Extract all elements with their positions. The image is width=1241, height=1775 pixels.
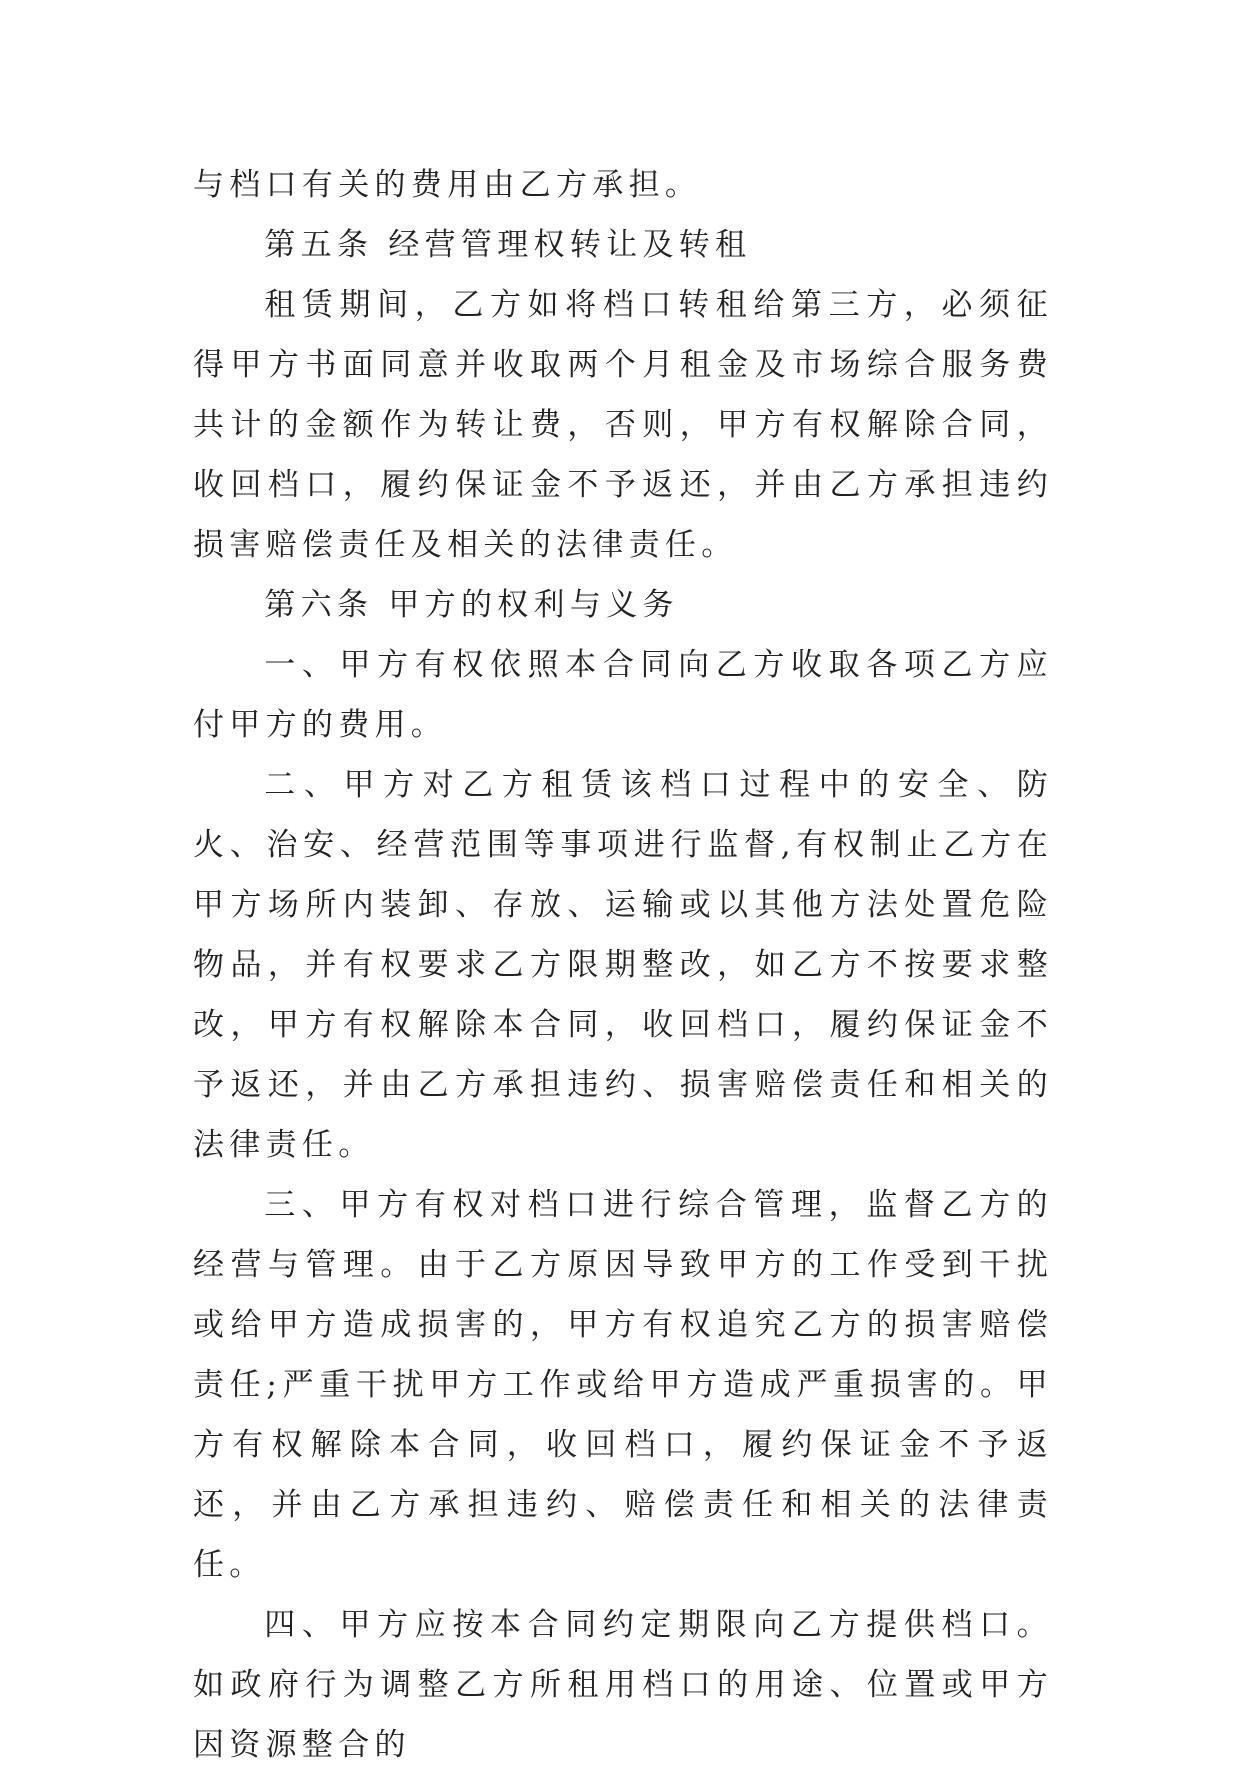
article-5-body: 租赁期间，乙方如将档口转租给第三方，必须征得甲方书面同意并收取两个月租金及市场综合服务费共计的金额作为转让费，否则，甲方有权解除合同，收回档口，履约保证金不予返还，并由乙方承担违约损害赔偿责任及相关的法律责任。 bbox=[193, 287, 1053, 563]
article-6-clause-2: 二、甲方对乙方租赁该档口过程中的安全、防火、治安、经营范围等事项进行监督,有权制止乙方在甲方场所内装卸、存放、运输或以其他方法处置危险物品，并有权要求乙方限期整改，如乙方不按要求整改，甲方有权解除本合同，收回档口，履约保证金不予返还，并由乙方承担违约、损害赔偿责任和相关的法律责任。 bbox=[193, 767, 1053, 1163]
paragraph-fee-continuation: 与档口有关的费用由乙方承担。 bbox=[193, 167, 702, 203]
article-6-clause-1: 一、甲方有权依照本合同向乙方收取各项乙方应付甲方的费用。 bbox=[193, 647, 1053, 743]
article-6-clause-4: 四、甲方应按本合同约定期限向乙方提供档口。如政府行为调整乙方所租用档口的用途、位置或甲方因资源整合的 bbox=[193, 1607, 1053, 1763]
article-6-clause-3: 三、甲方有权对档口进行综合管理，监督乙方的经营与管理。由于乙方原因导致甲方的工作受到干扰或给甲方造成损害的，甲方有权追究乙方的损害赔偿责任;严重干扰甲方工作或给甲方造成严重损害的。甲方有权解除本合同，收回档口，履约保证金不予返还，并由乙方承担违约、赔偿责任和相关的法律责任。 bbox=[193, 1187, 1053, 1583]
article-6-heading: 第六条 甲方的权利与义务 bbox=[264, 587, 679, 623]
document-body bbox=[193, 155, 1053, 1775]
article-5-heading: 第五条 经营管理权转让及转租 bbox=[264, 227, 752, 263]
